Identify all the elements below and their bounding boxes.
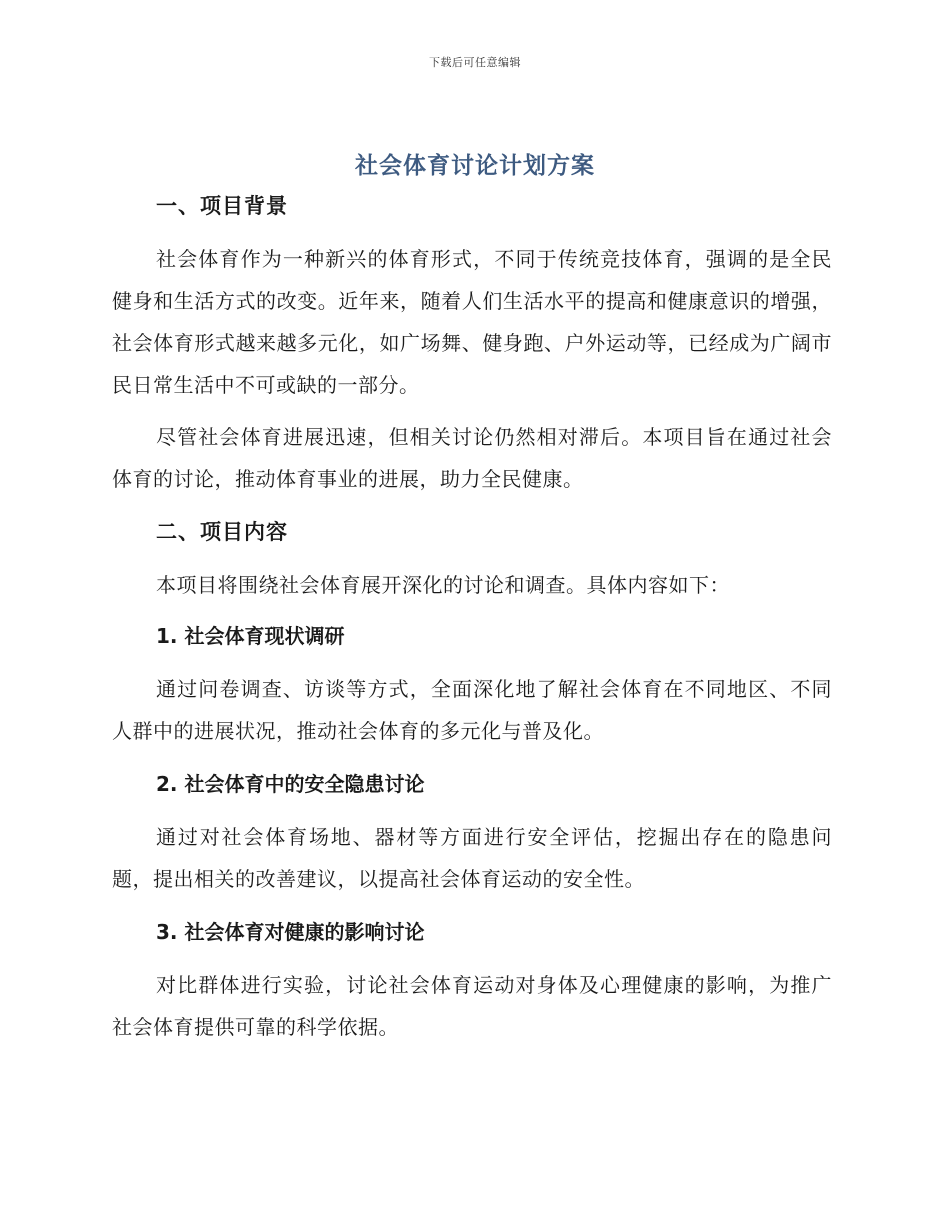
section-heading-content: 二、项目内容 — [156, 520, 288, 544]
subheading-item-1: 1. 社会体育现状调研 — [156, 624, 345, 648]
subheading-item-3: 3. 社会体育对健康的影响讨论 — [156, 920, 425, 944]
paragraph-item-1: 通过问卷调查、访谈等方式，全面深化地了解社会体育在不同地区、不同人群中的进展状况，推动社会体育的多元化与普及化。 — [112, 677, 832, 743]
subheading-item-2: 2. 社会体育中的安全隐患讨论 — [156, 772, 425, 796]
paragraph-background-2: 尽管社会体育进展迅速，但相关讨论仍然相对滞后。本项目旨在通过社会体育的讨论，推动体育事业的进展，助力全民健康。 — [112, 425, 832, 491]
document-title: 社会体育讨论计划方案 — [355, 153, 595, 179]
paragraph-background-1: 社会体育作为一种新兴的体育形式，不同于传统竞技体育，强调的是全民健身和生活方式的改变。近年来，随着人们生活水平的提高和健康意识的增强，社会体育形式越来越多元化，如广场舞、健身跑、户外运动等，已经成为广阔市民日常生活中不可或缺的一部分。 — [112, 247, 832, 397]
paragraph-item-3: 对比群体进行实验，讨论社会体育运动对身体及心理健康的影响，为推广社会体育提供可靠的科学依据。 — [112, 973, 832, 1039]
paragraph-content-intro: 本项目将围绕社会体育展开深化的讨论和调查。具体内容如下： — [156, 573, 730, 597]
header-note: 下载后可任意编辑 — [429, 56, 521, 69]
paragraph-item-2: 通过对社会体育场地、器材等方面进行安全评估，挖掘出存在的隐患问题，提出相关的改善建议，以提高社会体育运动的安全性。 — [112, 825, 832, 891]
section-heading-background: 一、项目背景 — [156, 194, 288, 218]
document-body — [112, 186, 832, 1048]
